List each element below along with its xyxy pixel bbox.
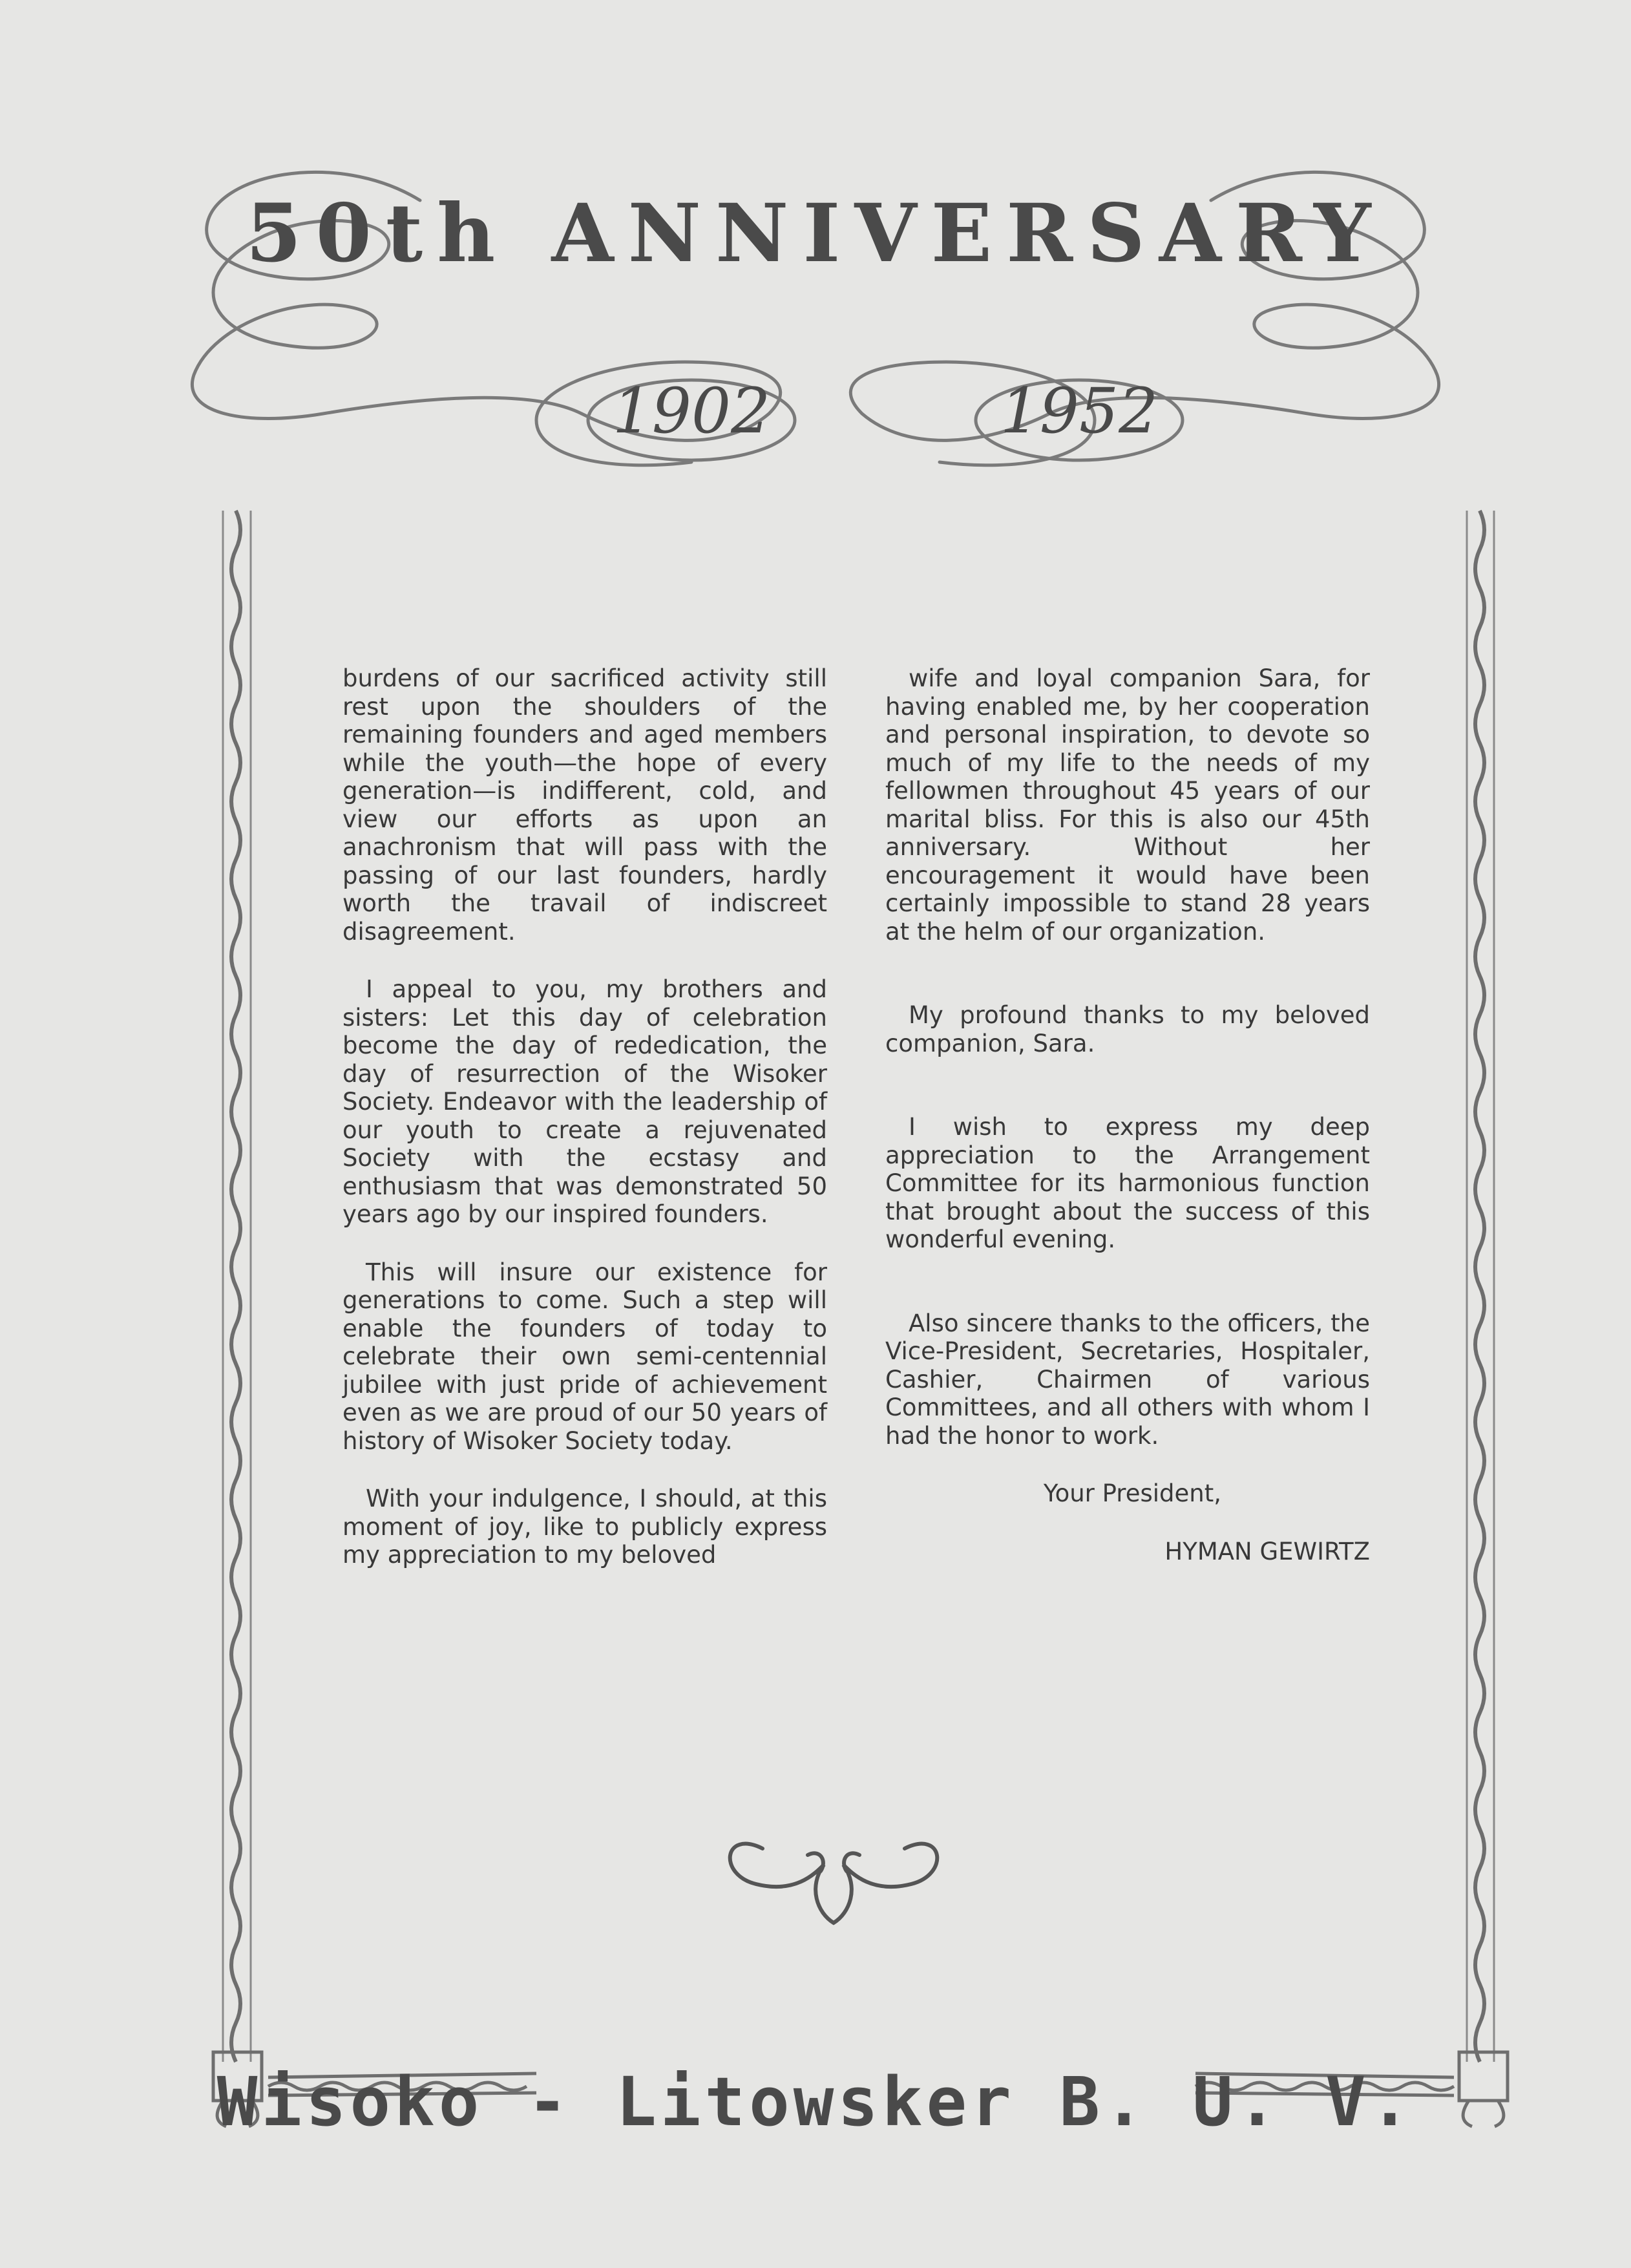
paragraph: I wish to express my deep appreciation to the Arrangement Committee for its harmonious function that brought about the success of this wonderful evening.	[885, 1113, 1370, 1253]
paragraph: burdens of our sacrificed activity still rest upon the shoulders of the remaining founders and aged members while the youth—the hope of every generation—is indifferent, cold, and view our efforts as upon an anachronism that will pass with the passing of our last founders, hardly worth the travail of indiscreet disagreement.	[342, 664, 827, 946]
paragraph: With your indulgence, I should, at this moment of joy, like to publicly express my appreciation to my beloved	[342, 1485, 827, 1569]
paragraph: This will insure our existence for generations to come. Such a step will enable the founders of today to celebrate their own semi-centennial jubilee with just pride of achievement even as we are proud of our 50 years of history of Wisoker Society today.	[342, 1258, 827, 1455]
organization-name: Wisoko - Litowsker B. U. V.	[216, 2062, 1415, 2141]
paragraph: Also sincere thanks to the officers, the Vice-President, Secretaries, Hospitaler, Cashier, Chairmen of various Committees, and all others with whom I had the honor to work.	[885, 1309, 1370, 1450]
paragraph: My profound thanks to my beloved companion, Sara.	[885, 1001, 1370, 1057]
center-flourish	[730, 1844, 938, 1923]
right-column	[885, 664, 1370, 1595]
closing-line: Your President,	[1043, 1479, 1221, 1507]
left-column	[342, 664, 827, 1599]
year-start: 1902	[612, 375, 771, 447]
paragraph: I appeal to you, my brothers and sisters: Let this day of celebration become the day of rededication, the day of resurrection of the Wisoker Society. Endeavor with the leadership of our youth to create a rejuvenated Society with the ecstasy and enthusiasm that was demonstrated 50 years ago by our inspired founders.	[342, 975, 827, 1228]
year-end: 1952	[1000, 375, 1159, 447]
signature: HYMAN GEWIRTZ	[1164, 1537, 1370, 1565]
page-title: 50th ANNIVERSARY	[246, 187, 1385, 281]
paragraph: wife and loyal companion Sara, for having enabled me, by her cooperation and personal inspiration, to devote so much of my life to the needs of my fellowmen throughout 45 years of our marital bliss. For this is also our 45th anniversary. Without her encouragement it would have been certainly impossible to stand 28 years at the helm of our organization.	[885, 664, 1370, 946]
